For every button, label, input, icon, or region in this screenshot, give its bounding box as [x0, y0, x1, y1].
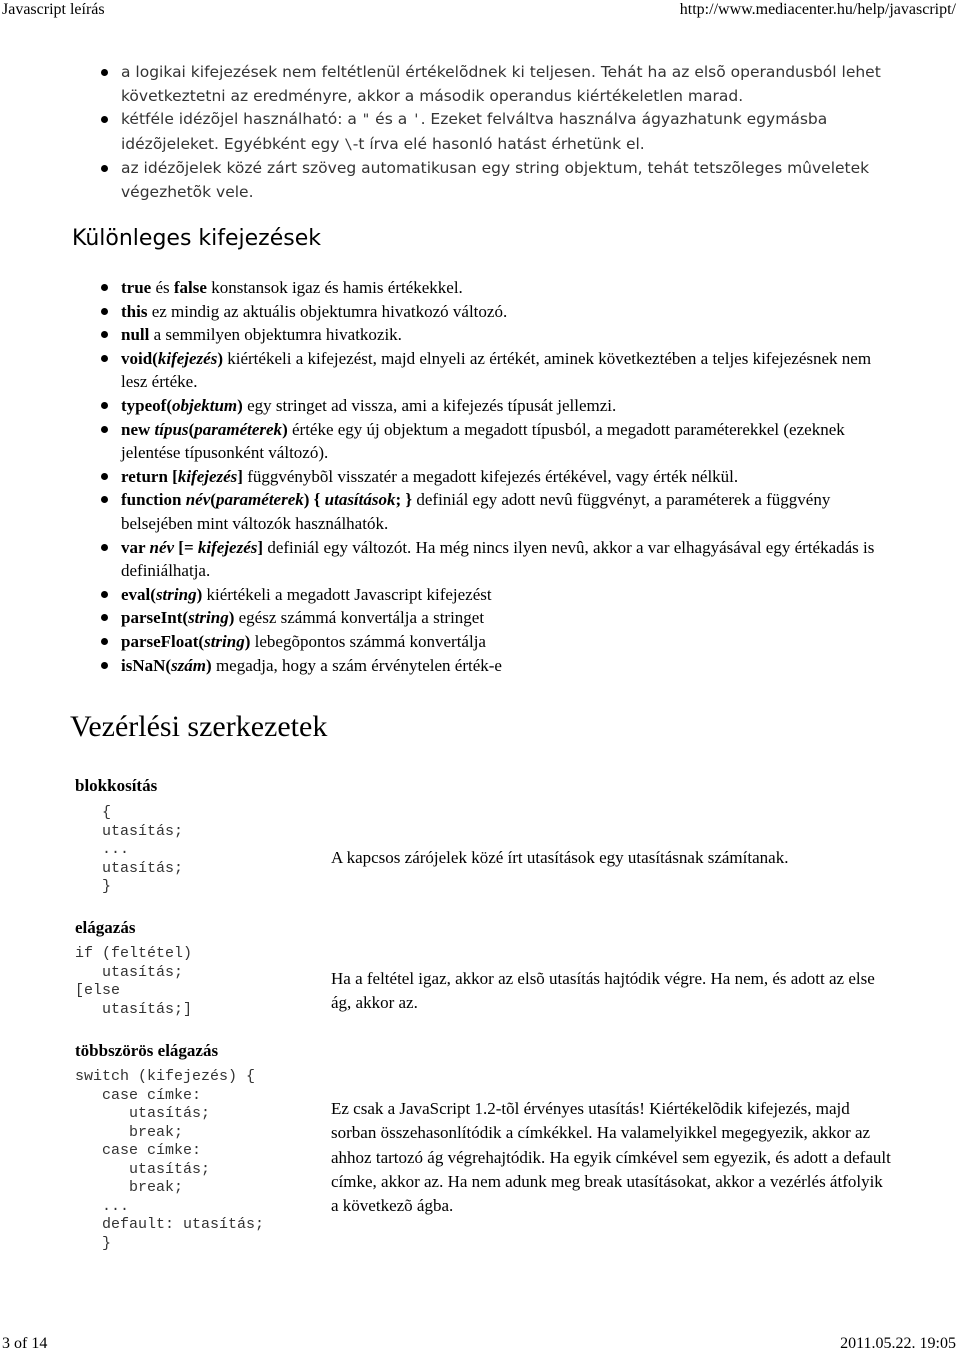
- switch-description: Ez csak a JavaScript 1.2-tõl érvényes utasítás! Kiértékelõdik kifejezés, majd sorban összehasonlítódik a címkékkel. Ha valamelyikkel megegyezik, akkor az ahhoz tartozó ág végrehajtódik. Ha egyik címkével sem egyezik, és adott a default címke, akkor az. Ha nem adunk meg break utasításokat, akkor a vezérlés átfolyik a következõ ágba.: [331, 1099, 891, 1216]
- bullet-icon: [101, 591, 108, 598]
- block-title: blokkosítás: [75, 776, 158, 795]
- intro-list: [100, 61, 900, 205]
- bullet-icon: [101, 284, 108, 291]
- list-item: null a semmilyen objektumra hivatkozik.: [100, 323, 900, 347]
- switch-title: többszörös elágazás: [75, 1041, 219, 1060]
- bullet-icon: [101, 544, 108, 551]
- header-url: http://www.mediacenter.hu/help/javascript/: [679, 1, 956, 18]
- bullet-icon: [101, 331, 108, 338]
- list-item: a logikai kifejezések nem feltétlenül értékelõdnek ki teljesen. Tehát ha az elsõ operandusból lehet következtetni az eredményre, akkor a második operandus kiértékeletlen marad.: [100, 61, 900, 108]
- list-item: this ez mindig az aktuális objektumra hivatkozó változó.: [100, 300, 900, 324]
- switch-code: switch (kifejezés) { case címke: utasítás; break; case címke: utasítás; break; ... default: utasítás; }: [75, 1068, 265, 1252]
- bullet-icon: [101, 355, 108, 362]
- bullet-icon: [101, 402, 108, 409]
- block-code: { utasítás; ... utasítás; }: [102, 804, 184, 895]
- list-item: var név [= kifejezés] definiál egy változót. Ha még nincs ilyen nevû, akkor a var elhagyásával egy értékadás is definiálhatja.: [100, 536, 900, 583]
- special-list: [100, 276, 900, 677]
- if-title: elágazás: [75, 918, 136, 937]
- bullet-icon: [101, 662, 108, 669]
- bullet-icon: [101, 116, 108, 123]
- header-title: Javascript leírás: [2, 1, 105, 18]
- section-heading-control: Vezérlési szerkezetek: [70, 710, 328, 743]
- bullet-icon: [101, 165, 108, 172]
- list-item: az idézõjelek közé zárt szöveg automatikusan egy string objektum, tehát tetszõleges mûveletek végezhetõk vele.: [100, 157, 900, 204]
- section-heading-special: Különleges kifejezések: [72, 226, 321, 251]
- bullet-icon: [101, 426, 108, 433]
- list-item: parseFloat(string) lebegõpontos számmá konvertálja: [100, 630, 900, 654]
- list-item: eval(string) kiértékeli a megadott Javascript kifejezést: [100, 583, 900, 607]
- if-code: if (feltétel) utasítás; [else utasítás;]: [75, 945, 193, 1018]
- list-item: typeof(objektum) egy stringet ad vissza, ami a kifejezés típusát jellemzi.: [100, 394, 900, 418]
- bullet-icon: [101, 638, 108, 645]
- list-item: void(kifejezés) kiértékeli a kifejezést, majd elnyeli az értékét, aminek következtében a teljes kifejezésnek nem lesz értéke.: [100, 347, 900, 394]
- list-item: function név(paraméterek) { utasítások; } definiál egy adott nevû függvényt, a paraméterek a függvény belsejében mint változók használhatók.: [100, 488, 900, 535]
- bullet-icon: [101, 308, 108, 315]
- list-item: isNaN(szám) megadja, hogy a szám érvénytelen érték-e: [100, 654, 900, 678]
- bullet-icon: [101, 496, 108, 503]
- bullet-icon: [101, 473, 108, 480]
- block-description: A kapcsos zárójelek közé írt utasítások egy utasításnak számítanak.: [331, 848, 789, 867]
- list-item: true és false konstansok igaz és hamis értékekkel.: [100, 276, 900, 300]
- list-item: return [kifejezés] függvénybõl visszatér a megadott kifejezés értékével, vagy érték nélkül.: [100, 465, 900, 489]
- bullet-icon: [101, 614, 108, 621]
- print-timestamp: 2011.05.22. 19:05: [840, 1335, 956, 1352]
- bullet-icon: [101, 69, 108, 76]
- page-number: 3 of 14: [2, 1335, 48, 1352]
- if-description: Ha a feltétel igaz, akkor az elsõ utasítás hajtódik végre. Ha nem, és adott az else ág, akkor az.: [331, 969, 875, 1013]
- list-item: new típus(paraméterek) értéke egy új objektum a megadott típusból, a megadott paraméterekkel (ezeknek jelentése típusonként változó).: [100, 418, 900, 465]
- list-item: kétféle idézõjel használható: a " és a '. Ezeket felváltva használva ágyazhatunk egymásba idézõjeleket. Egyébként egy \-t írva elé hasonló hatást érhetünk el.: [100, 108, 900, 157]
- list-item: parseInt(string) egész számmá konvertálja a stringet: [100, 606, 900, 630]
